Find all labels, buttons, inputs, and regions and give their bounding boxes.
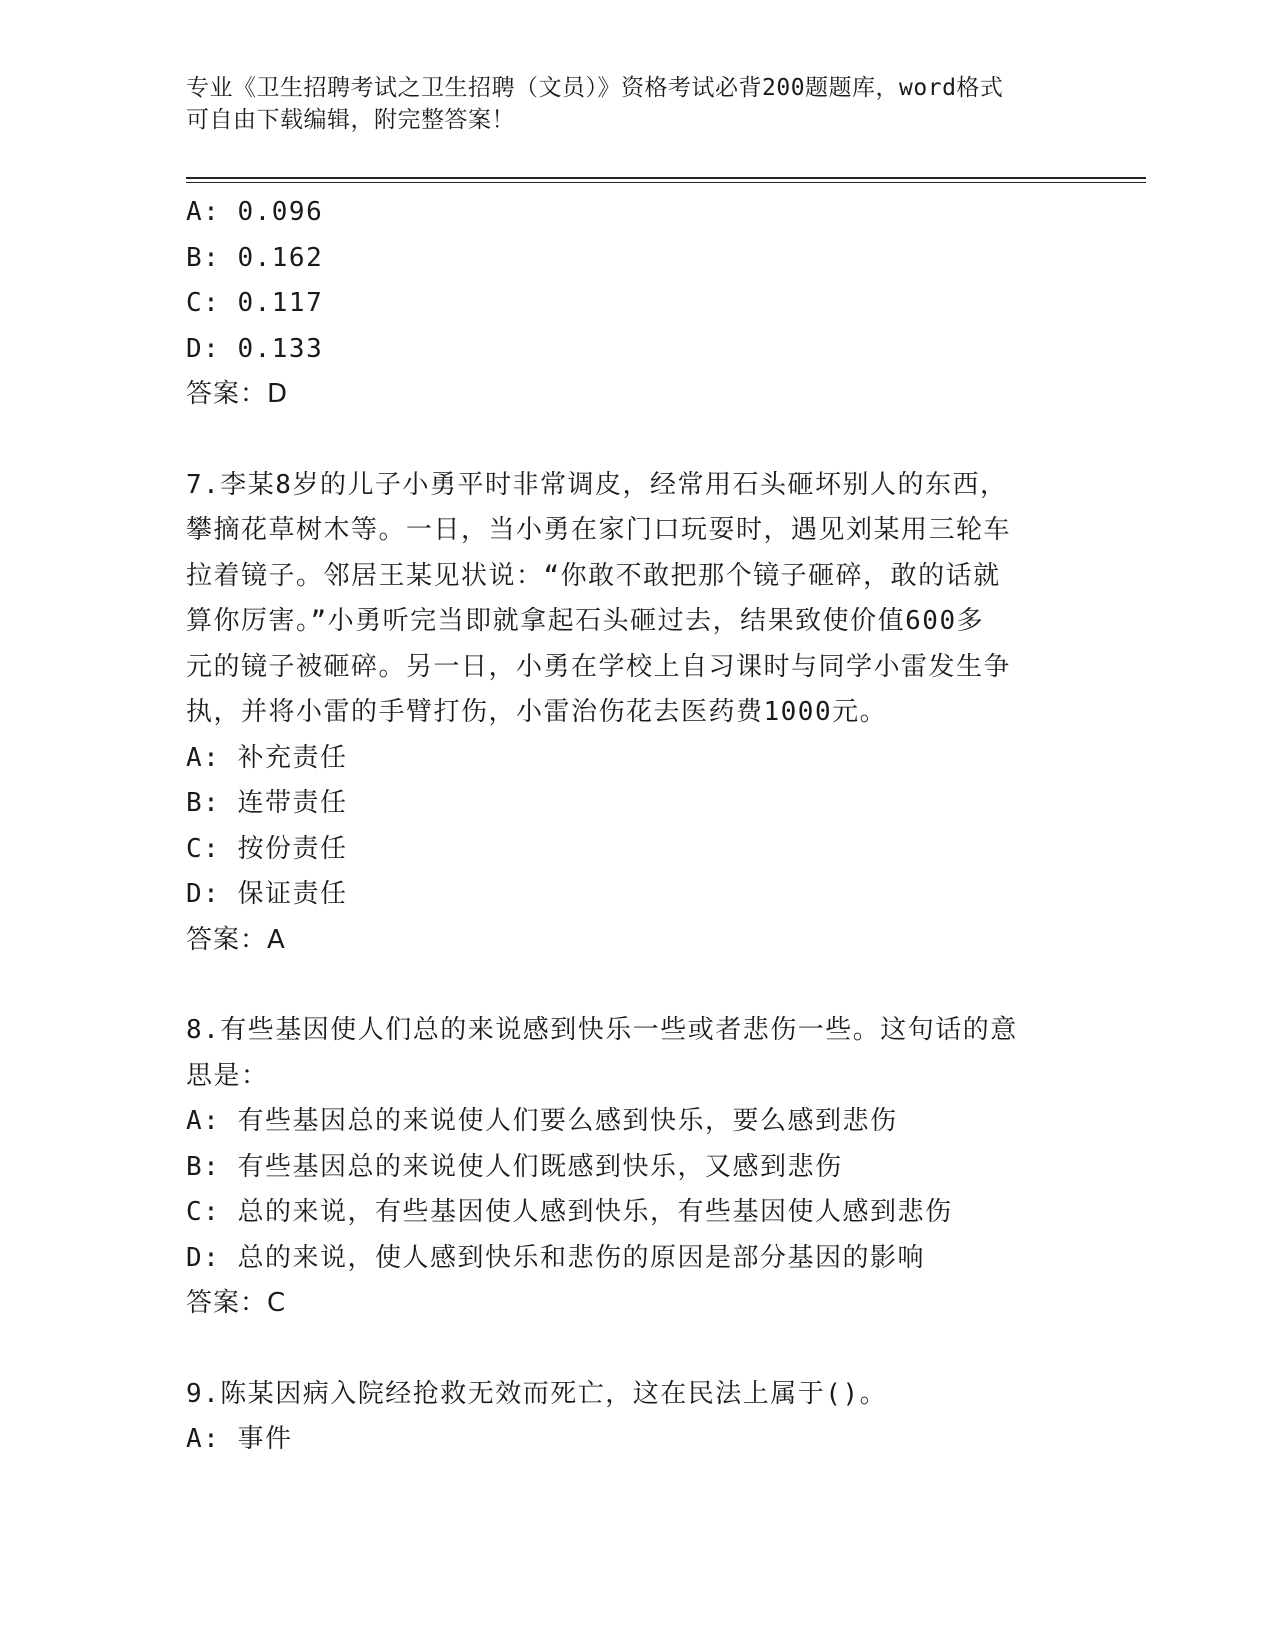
question-stem-line: 8.有些基因使人们总的来说感到快乐一些或者悲伤一些。这句话的意 xyxy=(186,1015,1018,1045)
question-stem-line: 算你厉害。”小勇听完当即就拿起石头砸过去，结果致使价值600多 xyxy=(186,606,985,636)
option-d: D: 0.133 xyxy=(186,333,324,364)
option-a: A: 补充责任 xyxy=(186,742,348,773)
option-b: B: 有些基因总的来说使人们既感到快乐，又感到悲伤 xyxy=(186,1151,843,1182)
question-8 xyxy=(186,1008,1066,1327)
option-d: D: 总的来说，使人感到快乐和悲伤的原因是部分基因的影响 xyxy=(186,1242,925,1273)
header-line-1: 专业《卫生招聘考试之卫生招聘（文员）》资格考试必背200题题库，word格式 xyxy=(186,75,1004,101)
document-header xyxy=(186,72,1066,136)
answer: 答案：D xyxy=(186,379,289,409)
question-stem-line: 7.李某8岁的儿子小勇平时非常调皮，经常用石头砸坏别人的东西， xyxy=(186,469,1008,500)
answer: 答案：C xyxy=(186,1288,287,1318)
question-list xyxy=(186,190,1066,1463)
answer: 答案：A xyxy=(186,924,286,955)
question-7 xyxy=(186,463,1066,964)
header-divider xyxy=(186,177,1146,183)
option-c: C: 总的来说，有些基因使人感到快乐，有些基因使人感到悲伤 xyxy=(186,1197,953,1227)
option-a: A: 0.096 xyxy=(186,197,324,227)
question-stem-line: 执，并将小雷的手臂打伤，小雷治伤花去医药费1000元。 xyxy=(186,697,888,727)
question-stem-line: 9.陈某因病入院经抢救无效而死亡，这在民法上属于()。 xyxy=(186,1378,888,1409)
option-c: C: 0.117 xyxy=(186,288,324,318)
option-b: B: 0.162 xyxy=(186,242,324,273)
option-d: D: 保证责任 xyxy=(186,879,348,909)
question-stem-line: 攀摘花草树木等。一日，当小勇在家门口玩耍时，遇见刘某用三轮车 xyxy=(186,515,1012,545)
question-9 xyxy=(186,1372,1066,1463)
header-line-2: 可自由下载编辑，附完整答案！ xyxy=(186,107,515,133)
question-stem-line: 元的镜子被砸碎。另一日，小勇在学校上自习课时与同学小雷发生争 xyxy=(186,651,1012,682)
question-stem-line: 拉着镜子。邻居王某见状说：“你敢不敢把那个镜子砸碎，敢的话就 xyxy=(186,560,1001,591)
option-c: C: 按份责任 xyxy=(186,833,348,864)
option-a: A: 事件 xyxy=(186,1424,293,1454)
question-stem-line: 思是： xyxy=(186,1060,269,1091)
question-6 xyxy=(186,190,1066,418)
option-b: B: 连带责任 xyxy=(186,788,348,818)
option-a: A: 有些基因总的来说使人们要么感到快乐，要么感到悲伤 xyxy=(186,1106,898,1136)
